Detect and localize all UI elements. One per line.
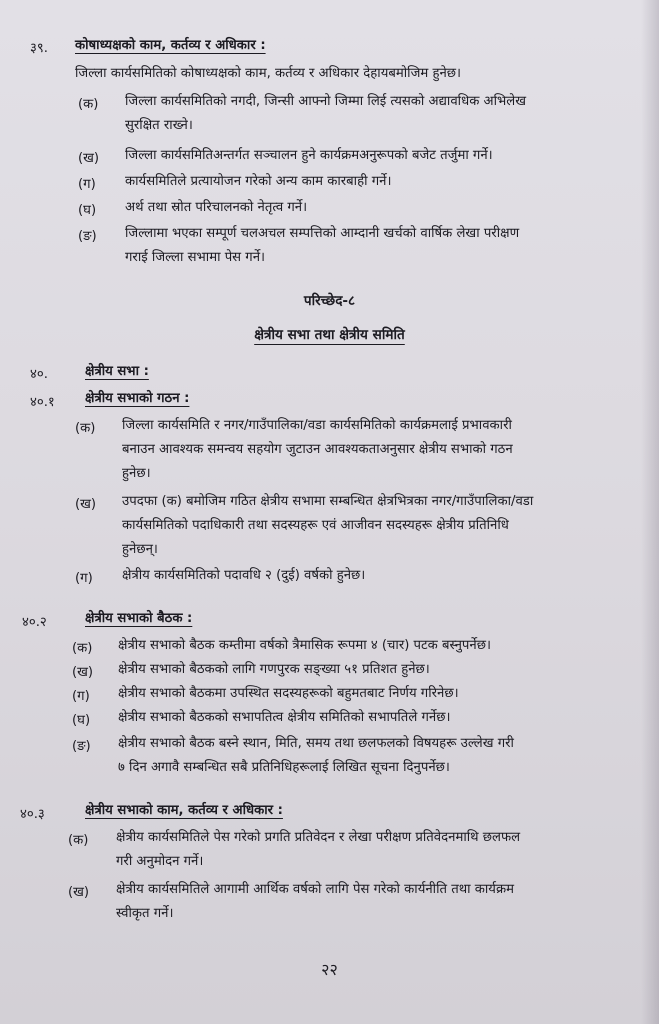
clause-text [122, 564, 365, 588]
clause-text [125, 170, 391, 194]
clause-label: (ग) [72, 689, 90, 704]
clause-line: ७ दिन अगावै सम्बन्धित सबै प्रतिनिधिहरूलाई लिखित सूचना दिनुपर्नेछ। [118, 760, 450, 775]
clause-line: क्षेत्रीय सभाको बैठक कम्तीमा वर्षको त्रैमासिक रूपमा ४ (चार) पटक बस्नुपर्नेछ। [118, 638, 491, 653]
clause-label: (ग) [75, 571, 93, 586]
clause-label: (क) [75, 421, 96, 436]
clause-line: जिल्ला कार्यसमितिको नगदी, जिन्सी आफ्नो जिम्मा लिई त्यसको अद्यावधिक अभिलेख [125, 94, 527, 109]
clause-label: (घ) [72, 713, 91, 728]
clause-label: (ग) [78, 177, 96, 192]
clause-line: हुनेछ। [122, 466, 151, 481]
section-number-39: ३९. [30, 41, 48, 56]
clause-line: सुरक्षित राख्ने। [125, 118, 193, 133]
clause-line: जिल्ला कार्यसमितिअन्तर्गत सञ्चालन हुने कार्यक्रमअनुरूपको बजेट तर्जुमा गर्ने। [125, 148, 493, 163]
section-heading-40-2: क्षेत्रीय सभाको बैठक : [85, 611, 193, 626]
section-number-40-3: ४०.३ [20, 807, 45, 822]
clause-line: जिल्ला कार्यसमिति र नगर/गाउँपालिका/वडा कार्यसमितिको कार्यक्रमलाई प्रभावकारी [122, 418, 512, 433]
section-heading-40-1: क्षेत्रीय सभाको गठन : [85, 391, 190, 406]
clause-label: (ख) [68, 885, 90, 900]
clause-label: (क) [78, 97, 99, 112]
clause-line: अर्थ तथा स्रोत परिचालनको नेतृत्व गर्ने। [125, 200, 308, 215]
clause-label: (घ) [78, 203, 97, 218]
clause-label: (ङ) [78, 229, 97, 244]
clause-line: क्षेत्रीय सभाको बैठकको लागि गणपुरक सङ्ख्या ५१ प्रतिशत हुनेछ। [118, 662, 430, 677]
clause-line: क्षेत्रीय सभाको बैठकको सभापतित्व क्षेत्रीय समितिको सभापतिले गर्नेछ। [118, 710, 451, 725]
clause-text [118, 634, 491, 658]
clause-text [125, 222, 519, 270]
clause-text [116, 826, 520, 874]
section-number-40: ४०. [30, 367, 48, 382]
clause-text [125, 90, 526, 138]
clause-text [122, 490, 533, 562]
clause-text [118, 706, 450, 730]
section-number-40-1: ४०.१ [30, 395, 55, 410]
chapter-title: परिच्छेद-८ [303, 293, 356, 309]
clause-line: स्वीकृत गर्ने। [116, 906, 174, 921]
clause-line: क्षेत्रीय सभाको बैठकमा उपस्थित सदस्यहरूको बहुमतबाट निर्णय गरिनेछ। [118, 686, 459, 701]
clause-line: क्षेत्रीय सभाको बैठक बस्ने स्थान, मिति, समय तथा छलफलको विषयहरू उल्लेख गरी [118, 736, 514, 751]
page-edge-shadow [641, 0, 659, 1024]
clause-line: गराई जिल्ला सभामा पेस गर्ने। [125, 250, 266, 265]
clause-text [116, 878, 514, 926]
clause-text [118, 682, 459, 706]
clause-line: हुनेछन्। [122, 542, 158, 557]
clause-label: (ख) [78, 151, 100, 166]
clause-line: कार्यसमितिको पदाधिकारी तथा सदस्यहरू एवं आजीवन सदस्यहरू क्षेत्रीय प्रतिनिधि [122, 518, 509, 533]
clause-line: जिल्लामा भएका सम्पूर्ण चलअचल सम्पत्तिको आम्दानी खर्चको वार्षिक लेखा परीक्षण [125, 226, 520, 241]
clause-text [125, 196, 307, 220]
clause-text [125, 144, 493, 168]
clause-line: उपदफा (क) बमोजिम गठित क्षेत्रीय सभामा सम्बन्धित क्षेत्रभित्रका नगर/गाउँपालिका/वडा [122, 494, 534, 509]
clause-text [122, 414, 513, 486]
clause-line: क्षेत्रीय कार्यसमितिको पदावधि २ (दुई) वर्षको हुनेछ। [122, 568, 366, 583]
section-heading-39: कोषाध्यक्षको काम, कर्तव्य र अधिकार : [75, 38, 266, 53]
section-intro-39: जिल्ला कार्यसमितिको कोषाध्यक्षको काम, कर्तव्य र अधिकार देहायबमोजिम हुनेछ। [75, 66, 462, 81]
chapter-subtitle: क्षेत्रीय सभा तथा क्षेत्रीय समिति [254, 327, 405, 343]
clause-label: (क) [72, 641, 93, 656]
clause-line: क्षेत्रीय कार्यसमितिले आगामी आर्थिक वर्षको लागि पेस गरेको कार्यनीति तथा कार्यक्रम [116, 882, 514, 897]
clause-label: (ख) [72, 665, 94, 680]
clause-line: गरी अनुमोदन गर्ने। [116, 854, 204, 869]
clause-line: बनाउन आवश्यक समन्वय सहयोग जुटाउन आवश्यकताअनुसार क्षेत्रीय सभाको गठन [122, 442, 513, 457]
clause-label: (ङ) [72, 739, 91, 754]
clause-text [118, 732, 514, 780]
clause-text [118, 658, 430, 682]
clause-line: कार्यसमितिले प्रत्यायोजन गरेको अन्य काम कारबाही गर्ने। [125, 174, 392, 189]
section-heading-40: क्षेत्रीय सभा : [85, 364, 149, 379]
section-heading-40-3: क्षेत्रीय सभाको काम, कर्तव्य र अधिकार : [85, 803, 283, 818]
clause-label: (ख) [75, 497, 97, 512]
section-number-40-2: ४०.२ [22, 615, 47, 630]
clause-label: (क) [68, 833, 89, 848]
clause-line: क्षेत्रीय कार्यसमितिले पेस गरेको प्रगति प्रतिवेदन र लेखा परीक्षण प्रतिवेदनमाथि छलफल [116, 830, 521, 845]
page-number: २२ [321, 960, 338, 979]
